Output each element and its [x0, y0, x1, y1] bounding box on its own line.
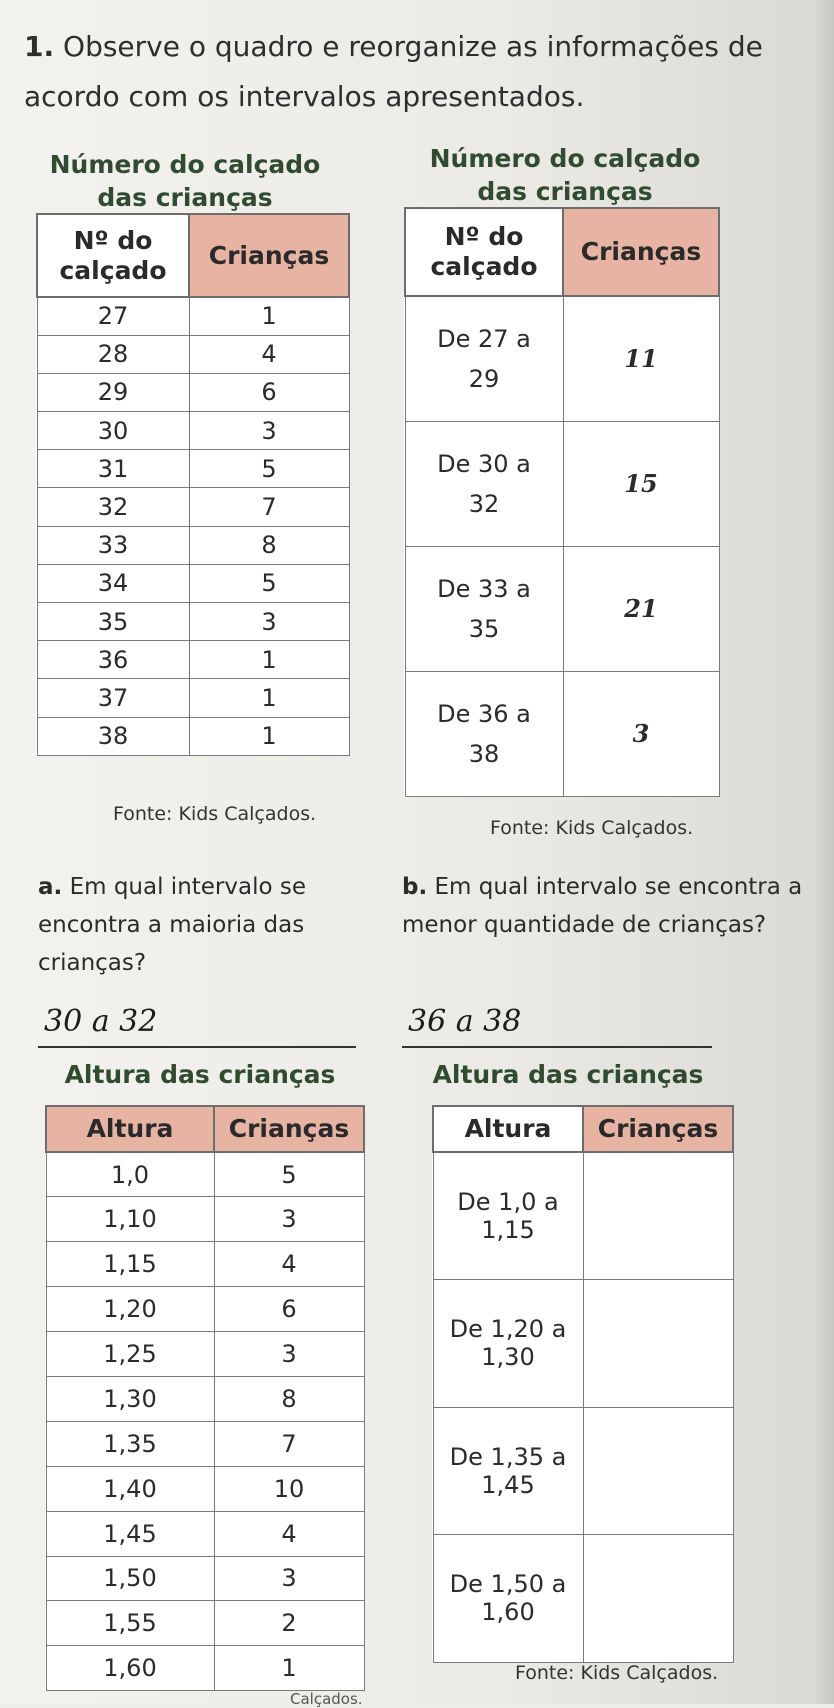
height-table-left	[45, 1105, 365, 1691]
answer-a-line	[38, 1046, 356, 1048]
row-label-cell: 31	[37, 450, 189, 488]
children-count-cell: 15	[563, 421, 719, 546]
table-row	[46, 1421, 364, 1466]
table-row	[37, 488, 349, 526]
height-right-header-children: Crianças	[583, 1106, 733, 1152]
children-count-cell: 5	[189, 450, 349, 488]
children-count-cell: 3	[189, 412, 349, 450]
children-count-cell: 4	[214, 1511, 364, 1556]
table-row	[46, 1466, 364, 1511]
row-label-cell: 32	[37, 488, 189, 526]
children-count-cell: 7	[214, 1421, 364, 1466]
answer-b-line	[402, 1046, 712, 1048]
children-count-cell: 21	[563, 546, 719, 671]
row-label-cell: 27	[37, 297, 189, 335]
table-row	[433, 1407, 733, 1535]
table-row	[37, 641, 349, 679]
height-left-header-height: Altura	[46, 1106, 214, 1152]
height-left-body	[46, 1152, 364, 1691]
children-count-cell: 5	[189, 564, 349, 602]
height-right-title: Altura das crianças	[432, 1060, 704, 1089]
table-row	[46, 1152, 364, 1197]
row-label-cell: De 1,50 a 1,60	[433, 1535, 583, 1663]
row-label-cell: 1,30	[46, 1376, 214, 1421]
table-row	[433, 1152, 733, 1280]
shoe-table-right	[404, 207, 720, 797]
question-a: a. Em qual intervalo se encontra a maioria das crianças?	[38, 874, 307, 976]
question-text: Observe o quadro e reorganize as informações de acordo com os intervalos apresentados.	[24, 30, 763, 113]
height-table-right	[432, 1105, 734, 1663]
table-row	[37, 373, 349, 411]
children-count-cell	[583, 1535, 733, 1663]
answer-a: 30 a 32	[44, 1004, 158, 1039]
shoe-left-title: Número do calçado das crianças	[49, 150, 321, 212]
row-label-cell: 33	[37, 526, 189, 564]
row-label-cell: 1,55	[46, 1601, 214, 1646]
row-label-cell: 1,25	[46, 1332, 214, 1377]
table-row	[46, 1287, 364, 1332]
children-count-cell: 6	[189, 373, 349, 411]
table-row	[46, 1197, 364, 1242]
row-label-cell: 34	[37, 564, 189, 602]
row-label-cell: 1,35	[46, 1421, 214, 1466]
table-row	[433, 1280, 733, 1408]
shoe-left-source: Fonte: Kids Calçados.	[113, 803, 317, 825]
table-row	[405, 546, 719, 671]
height-right-source: Fonte: Kids Calçados.	[515, 1662, 719, 1684]
children-count-cell: 1	[189, 717, 349, 755]
row-label-cell: 36	[37, 641, 189, 679]
height-right-body	[433, 1152, 733, 1662]
row-label-cell: 1,20	[46, 1287, 214, 1332]
children-count-cell: 1	[189, 679, 349, 717]
row-label-cell: De 27 a 29	[405, 296, 563, 421]
row-label-cell: 1,50	[46, 1556, 214, 1601]
row-label-cell: 38	[37, 717, 189, 755]
table-row	[37, 564, 349, 602]
table-row	[405, 296, 719, 421]
row-label-cell: 1,60	[46, 1646, 214, 1691]
shoe-right-source: Fonte: Kids Calçados.	[490, 817, 694, 839]
table-row	[46, 1332, 364, 1377]
height-left-source: Calçados.	[290, 1690, 363, 1708]
shoe-table-left	[36, 213, 350, 756]
table-row	[46, 1646, 364, 1691]
shoe-left-body	[37, 297, 349, 755]
table-row	[405, 421, 719, 546]
table-row	[37, 603, 349, 641]
question-b: b. Em qual intervalo se encontra a menor quantidade de crianças?	[402, 874, 803, 938]
table-row	[46, 1601, 364, 1646]
children-count-cell: 3	[214, 1556, 364, 1601]
children-count-cell: 7	[189, 488, 349, 526]
row-label-cell: De 30 a 32	[405, 421, 563, 546]
shoe-right-header-number: Nº do calçado	[405, 208, 563, 296]
row-label-cell: De 1,20 a 1,30	[433, 1280, 583, 1408]
row-label-cell: De 36 a 38	[405, 671, 563, 796]
children-count-cell	[583, 1407, 733, 1535]
children-count-cell: 8	[189, 526, 349, 564]
shoe-right-title: Número do calçado das crianças	[429, 144, 701, 206]
height-left-header-children: Crianças	[214, 1106, 364, 1152]
children-count-cell: 3	[563, 671, 719, 796]
row-label-cell: 35	[37, 603, 189, 641]
shoe-left-header-children: Crianças	[189, 214, 349, 297]
row-label-cell: 1,0	[46, 1152, 214, 1197]
height-right-header-height: Altura	[433, 1106, 583, 1152]
row-label-cell: 30	[37, 412, 189, 450]
shoe-right-body	[405, 296, 719, 796]
table-row	[37, 297, 349, 335]
children-count-cell: 3	[214, 1332, 364, 1377]
row-label-cell: 1,15	[46, 1242, 214, 1287]
children-count-cell: 11	[563, 296, 719, 421]
children-count-cell: 3	[189, 603, 349, 641]
children-count-cell: 1	[189, 297, 349, 335]
children-count-cell: 8	[214, 1376, 364, 1421]
row-label-cell: 1,10	[46, 1197, 214, 1242]
table-row	[37, 412, 349, 450]
question-number: 1.	[24, 30, 55, 63]
children-count-cell: 10	[214, 1466, 364, 1511]
height-left-title: Altura das crianças	[64, 1060, 336, 1089]
table-row	[433, 1535, 733, 1663]
table-row	[37, 717, 349, 755]
page-edge-shadow	[814, 0, 834, 1704]
question-title	[24, 22, 814, 122]
children-count-cell	[583, 1152, 733, 1280]
table-row	[46, 1556, 364, 1601]
table-row	[37, 335, 349, 373]
table-row	[46, 1511, 364, 1556]
row-label-cell: 29	[37, 373, 189, 411]
table-row	[37, 526, 349, 564]
row-label-cell: 28	[37, 335, 189, 373]
children-count-cell: 4	[189, 335, 349, 373]
children-count-cell: 1	[189, 641, 349, 679]
children-count-cell: 5	[214, 1152, 364, 1197]
row-label-cell: 1,40	[46, 1466, 214, 1511]
table-row	[405, 671, 719, 796]
row-label-cell: De 1,35 a 1,45	[433, 1407, 583, 1535]
row-label-cell: 37	[37, 679, 189, 717]
children-count-cell: 4	[214, 1242, 364, 1287]
children-count-cell: 6	[214, 1287, 364, 1332]
children-count-cell: 2	[214, 1601, 364, 1646]
answer-b: 36 a 38	[408, 1004, 522, 1039]
table-row	[46, 1242, 364, 1287]
row-label-cell: De 33 a 35	[405, 546, 563, 671]
table-row	[46, 1376, 364, 1421]
children-count-cell	[583, 1280, 733, 1408]
shoe-left-header-number: Nº do calçado	[37, 214, 189, 297]
row-label-cell: De 1,0 a 1,15	[433, 1152, 583, 1280]
table-row	[37, 450, 349, 488]
table-row	[37, 679, 349, 717]
shoe-right-header-children: Crianças	[563, 208, 719, 296]
row-label-cell: 1,45	[46, 1511, 214, 1556]
children-count-cell: 3	[214, 1197, 364, 1242]
children-count-cell: 1	[214, 1646, 364, 1691]
